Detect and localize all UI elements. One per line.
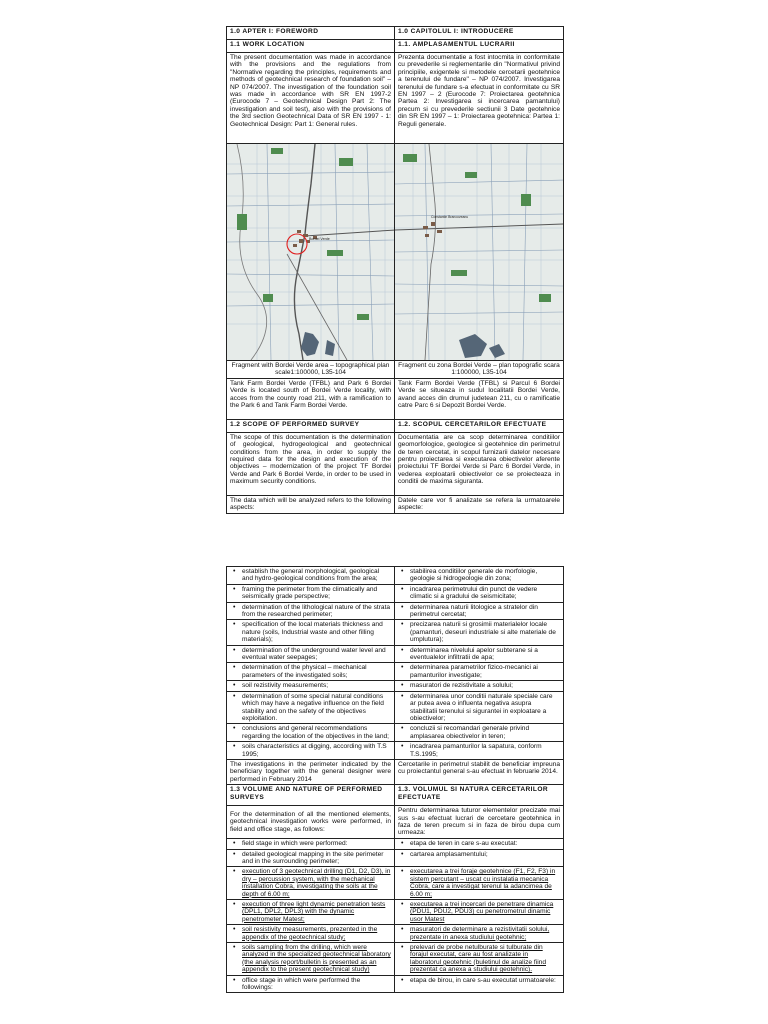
aspect-5-ro-cell <box>395 645 564 663</box>
intro-paragraph-ro: Prezenta documentatie a fost intocmita in conformitate cu prevederile si reglementarile din "Normativul privind principiile, exigentele si metodele cercetarii geotehnice a terenului de fundare" – NP 074/2007. Investigarea terenului de fundare s-a efectuat in conformitate cu SR EN 1997 – 2 (Eurocode 7: Proiectarea geotehnica Partea 2: Investigarea si incercarea pamantului) precum si cu prevederile sectiunii 3 Date geotehnice din SR EN 1997 – 1: Proiectarea geotehnica: Partea 1: Reguli generale. <box>395 53 564 144</box>
section-1-3-heading-en: 1.3 VOLUME AND NATURE OF PERFORMED SURVEYS <box>227 785 395 806</box>
map-caption-en: Fragment with Bordei Verde area – topographical plan scale1:100000, L35-104 <box>227 361 395 379</box>
aspect-5-en-cell <box>227 645 395 663</box>
aspect-7-row <box>227 681 564 691</box>
data-intro-en: The data which will be analyzed refers to the following aspects: <box>227 495 395 513</box>
work-1-row <box>227 839 564 849</box>
work-1-en-cell <box>227 839 395 849</box>
bullet-item-en: • soils sampling from the drilling, which were analyzed in the specialized geotechnical laboratory (the analysis report/bulletin is presented as an appendix to the present geotechnical study) <box>242 944 391 974</box>
work-4-row <box>227 900 564 925</box>
aspect-9-ro-cell <box>395 724 564 742</box>
investigations-paragraph-ro: Cercetarile in perimetrul stabilit de beneficiar impreuna cu proiectantul general s-au efectuat in februarie 2014. <box>395 759 564 784</box>
aspect-3-row <box>227 602 564 620</box>
bilingual-table-page-2 <box>226 566 564 993</box>
scope-paragraph-ro: Documentatia are ca scop determinarea conditiilor geomorfologice, geologice si geotehnice din perimetrul de teren cercetat, in scopul furnizarii datelor necesare pentru proiectarea si executarea obiectivelor aferente proiectului TF Bordei Verde si Parc 6 Bordei Verde, in vederea exploatarii obiectivelor ce se proiecteaza in conditii de maxima siguranta. <box>395 432 564 495</box>
topographic-map-bordei-verde <box>227 144 395 360</box>
aspect-8-en-cell <box>227 691 395 724</box>
bullet-item-ro: • determinarea parametrilor fizico-mecanici ai pamanturilor investigate; <box>410 664 560 679</box>
bullet-item-en: • execution of three light dynamic penetration tests (DPL1, DPL2, DPL3) with the dynamic penetrometer Matest; <box>242 901 391 923</box>
aspect-7-en-cell <box>227 681 395 691</box>
aspect-9-row <box>227 724 564 742</box>
work-5-en-cell <box>227 925 395 943</box>
bullet-item-en: • soil rezistivity measurements; <box>242 682 391 689</box>
aspect-4-row <box>227 620 564 645</box>
work-7-en-cell <box>227 975 395 993</box>
aspect-9-en-cell <box>227 724 395 742</box>
bullet-item-ro: • determinarea nivelului apelor subterane si a eventualelor infiltratii de apa; <box>410 647 560 662</box>
work-4-ro-cell <box>395 900 564 925</box>
bullet-item-en: • office stage in which were performed the followings: <box>242 977 391 992</box>
location-paragraph-en: Tank Farm Bordei Verde (TFBL) and Park 6 Bordei Verde is located south of Bordei Verde locality, with acces from the county road 211, with a ramification to the Park 6 and Tank Farm Bordei Verde. <box>227 378 395 419</box>
section-1-2-heading-en: 1.2 SCOPE OF PERFORMED SURVEY <box>227 419 395 432</box>
chapter-heading-ro: 1.0 CAPITOLUL I: INTRODUCERE <box>395 27 564 40</box>
bilingual-table-page-1 <box>226 26 564 514</box>
aspect-2-ro-cell <box>395 584 564 602</box>
work-2-en-cell <box>227 849 395 867</box>
work-2-row <box>227 849 564 867</box>
aspect-10-ro-cell <box>395 742 564 760</box>
aspect-5-row <box>227 645 564 663</box>
work-5-ro-cell <box>395 925 564 943</box>
bullet-item-ro: • etapa de birou, in care s-au executat urmatoarele: <box>410 977 560 984</box>
map-label-village: Constantin Brancoveanu <box>431 215 469 219</box>
work-3-ro-cell <box>395 867 564 900</box>
bullet-item-en: • determination of the physical – mechanical parameters of the investigated soils; <box>242 664 391 679</box>
bullet-item-ro: • executarea a trei foraje geotehnice (F1, F2, F3) in sistem percutant – uscat cu instalatia mecanica Cobra, care a investigat terenul la adancimea de 6.00 m; <box>410 868 560 898</box>
bullet-item-ro: • cartarea amplasamentului; <box>410 851 560 858</box>
bullet-item-en: • determination of the lithological nature of the strata from the researched perimeter; <box>242 604 391 619</box>
work-6-en-cell <box>227 943 395 976</box>
intro-paragraph-en: The present documentation was made in accordance with the provisions and the regulations from "Normative regarding the principles, requirements and methods of geotechnical research of foundation soil" – NP 074/2007. The investigation of the foundation soil was made in accordance with SR EN 1997-2 (Eurocode 7 – Geotechnical Design Part 2: The investigation and soil test), also with the provisions of the 3rd section Geotechnical Data of SR EN 1997 - 1: Geotechnical Design: Part 1: General rules. <box>227 53 395 144</box>
chapter-heading-en: 1.0 APTER I: FOREWORD <box>227 27 395 40</box>
work-7-ro-cell <box>395 975 564 993</box>
map-cell-left <box>227 144 395 361</box>
document-page-1 <box>226 26 563 514</box>
bullet-item-ro: • determinarea naturii litologice a stratelor din perimetrul cercetat; <box>410 604 560 619</box>
aspect-10-en-cell <box>227 742 395 760</box>
aspect-8-ro-cell <box>395 691 564 724</box>
bullet-item-en: • detailed geological mapping in the site perimeter and in the surrounding perimeter; <box>242 851 391 866</box>
aspect-6-row <box>227 663 564 681</box>
bullet-item-en: • establish the general morphological, geological and hydro-geological conditions from the area; <box>242 568 391 583</box>
bullet-item-en: • framing the perimeter from the climatically and seismically grade perspective; <box>242 586 391 601</box>
aspect-1-row <box>227 567 564 585</box>
bullet-item-en: • soils characteristics at digging, according with T.S 1995; <box>242 743 391 758</box>
bullet-item-en: • field stage in which were performed: <box>242 840 391 847</box>
bullet-item-en: • specification of the local materials thickness and nature (soils, Industrial waste and other filling materials); <box>242 621 391 643</box>
work-1-ro-cell <box>395 839 564 849</box>
work-3-row <box>227 867 564 900</box>
bullet-item-en: • determination of the underground water level and eventual water seepages; <box>242 647 391 662</box>
aspect-2-en-cell <box>227 584 395 602</box>
bullet-item-en: • soil resistivity measurements, prezented in the appendix of the geotechnical study; <box>242 926 391 941</box>
bullet-item-ro: • incadrarea pamanturilor la sapatura, conform T.S.1995; <box>410 743 560 758</box>
work-6-row <box>227 943 564 976</box>
aspect-1-en-cell <box>227 567 395 585</box>
work-6-ro-cell <box>395 943 564 976</box>
section-1-2-heading-ro: 1.2. SCOPUL CERCETARILOR EFECTUATE <box>395 419 564 432</box>
bullet-item-en: • determination of some special natural conditions which may have a negative influence on the field stability and on the safety of the objectives exploitation. <box>242 693 391 723</box>
aspect-4-en-cell <box>227 620 395 645</box>
document-page-2 <box>226 566 563 993</box>
bullet-item-ro: • etapa de teren in care s-au executat: <box>410 840 560 847</box>
section-1-1-heading-en: 1.1 WORK LOCATION <box>227 40 395 53</box>
aspect-7-ro-cell <box>395 681 564 691</box>
topographic-map-constantin-brancoveanu <box>395 144 564 360</box>
bullet-item-ro: • determinarea unor conditii naturale speciale care ar putea avea o influenta negativa asupra stabilitatii terenului si sigurantei in exploatare a obiectivelor; <box>410 693 560 723</box>
aspect-2-row <box>227 584 564 602</box>
section-1-1-heading-ro: 1.1. AMPLASAMENTUL LUCRARII <box>395 40 564 53</box>
map-caption-ro: Fragment cu zona Bordei Verde – plan topografic scara 1:100000, L35-104 <box>395 361 564 379</box>
work-4-en-cell <box>227 900 395 925</box>
aspect-4-ro-cell <box>395 620 564 645</box>
bullet-item-ro: • precizarea naturii si grosimii materialelor locale (pamanturi, deseuri industriale si alte materiale de umplutura); <box>410 621 560 643</box>
work-2-ro-cell <box>395 849 564 867</box>
aspect-6-ro-cell <box>395 663 564 681</box>
location-paragraph-ro: Tank Farm Bordei Verde (TFBL) si Parcul 6 Bordei Verde se situeaza in sudul localitatii Bordei Verde, avand acces din drumul judetean 211, cu o ramificatie catre Parc 6 si Depozit Bordei Verde. <box>395 378 564 419</box>
aspect-3-ro-cell <box>395 602 564 620</box>
bullet-item-ro: • masuratori de determinare a rezistivitatii solului, prezentate in anexa studiului geotehnic; <box>410 926 560 941</box>
bullet-item-ro: • incadrarea perimetrului din punct de vedere climatic si a gradului de seismicitate; <box>410 586 560 601</box>
bullet-item-ro: • masuratori de rezistivitate a solului; <box>410 682 560 689</box>
investigations-paragraph-en: The investigations in the perimeter indicated by the beneficiary together with the general designer were performed in February 2014 <box>227 759 395 784</box>
bullet-item-en: • execution of 3 geotechnical drilling (D1, D2, D3), in dry – percussion system, with the mechanical installation Cobra, investigating the soils at the depth of 6.00 m; <box>242 868 391 898</box>
aspect-10-row <box>227 742 564 760</box>
data-intro-ro: Datele care vor fi analizate se refera la urmatoarele aspecte: <box>395 495 564 513</box>
bullet-item-ro: • executarea a trei incercari de penetrare dinamica (PDU1, PDU2, PDU3) cu penetrometrul dinamic usor Matest <box>410 901 560 923</box>
aspect-1-ro-cell <box>395 567 564 585</box>
scope-paragraph-en: The scope of this documentation is the determination of geological, hydrogeological and geotechnical conditions from the area, in order to supply the required data for the design and execution of the objectives – modernization of the project TF Bordei Verde and Park 6 Bordei Verde, in order to be used in maximum security conditions. <box>227 432 395 495</box>
aspect-6-en-cell <box>227 663 395 681</box>
aspect-8-row <box>227 691 564 724</box>
bullet-item-en: • conclusions and general recommendations regarding the location of the objectives in the land; <box>242 725 391 740</box>
work-5-row <box>227 925 564 943</box>
work-3-en-cell <box>227 867 395 900</box>
determination-paragraph-en: For the determination of all the mentioned elements, geotechnical investigation works were performed, in field and office stage, as follows: <box>227 806 395 839</box>
work-7-row <box>227 975 564 993</box>
map-cell-right <box>395 144 564 361</box>
bullet-item-ro: • prelevari de probe netulburate si tulburate din forajul executat, care au fost analizate in laboratorul geotehnic (buletinul de analize fiind prezentat ca anexa a studiului geotehnic). <box>410 944 560 974</box>
determination-paragraph-ro: Pentru determinarea tuturor elementelor precizate mai sus s-au efectuat lucrari de cercetare geotehnica in faza de teren precum si in faza de birou dupa cum urmeaza: <box>395 806 564 839</box>
aspect-3-en-cell <box>227 602 395 620</box>
bullet-item-ro: • stabilirea conditiilor generale de morfologie, geologie si hidrogeologie din zona; <box>410 568 560 583</box>
bullet-item-ro: • concluzii si recomandari generale privind amplasarea obiectivelor in teren; <box>410 725 560 740</box>
map-label-town: Bordei Verde <box>309 237 330 241</box>
section-1-3-heading-ro: 1.3. VOLUMUL SI NATURA CERCETARILOR EFECTUATE <box>395 785 564 806</box>
